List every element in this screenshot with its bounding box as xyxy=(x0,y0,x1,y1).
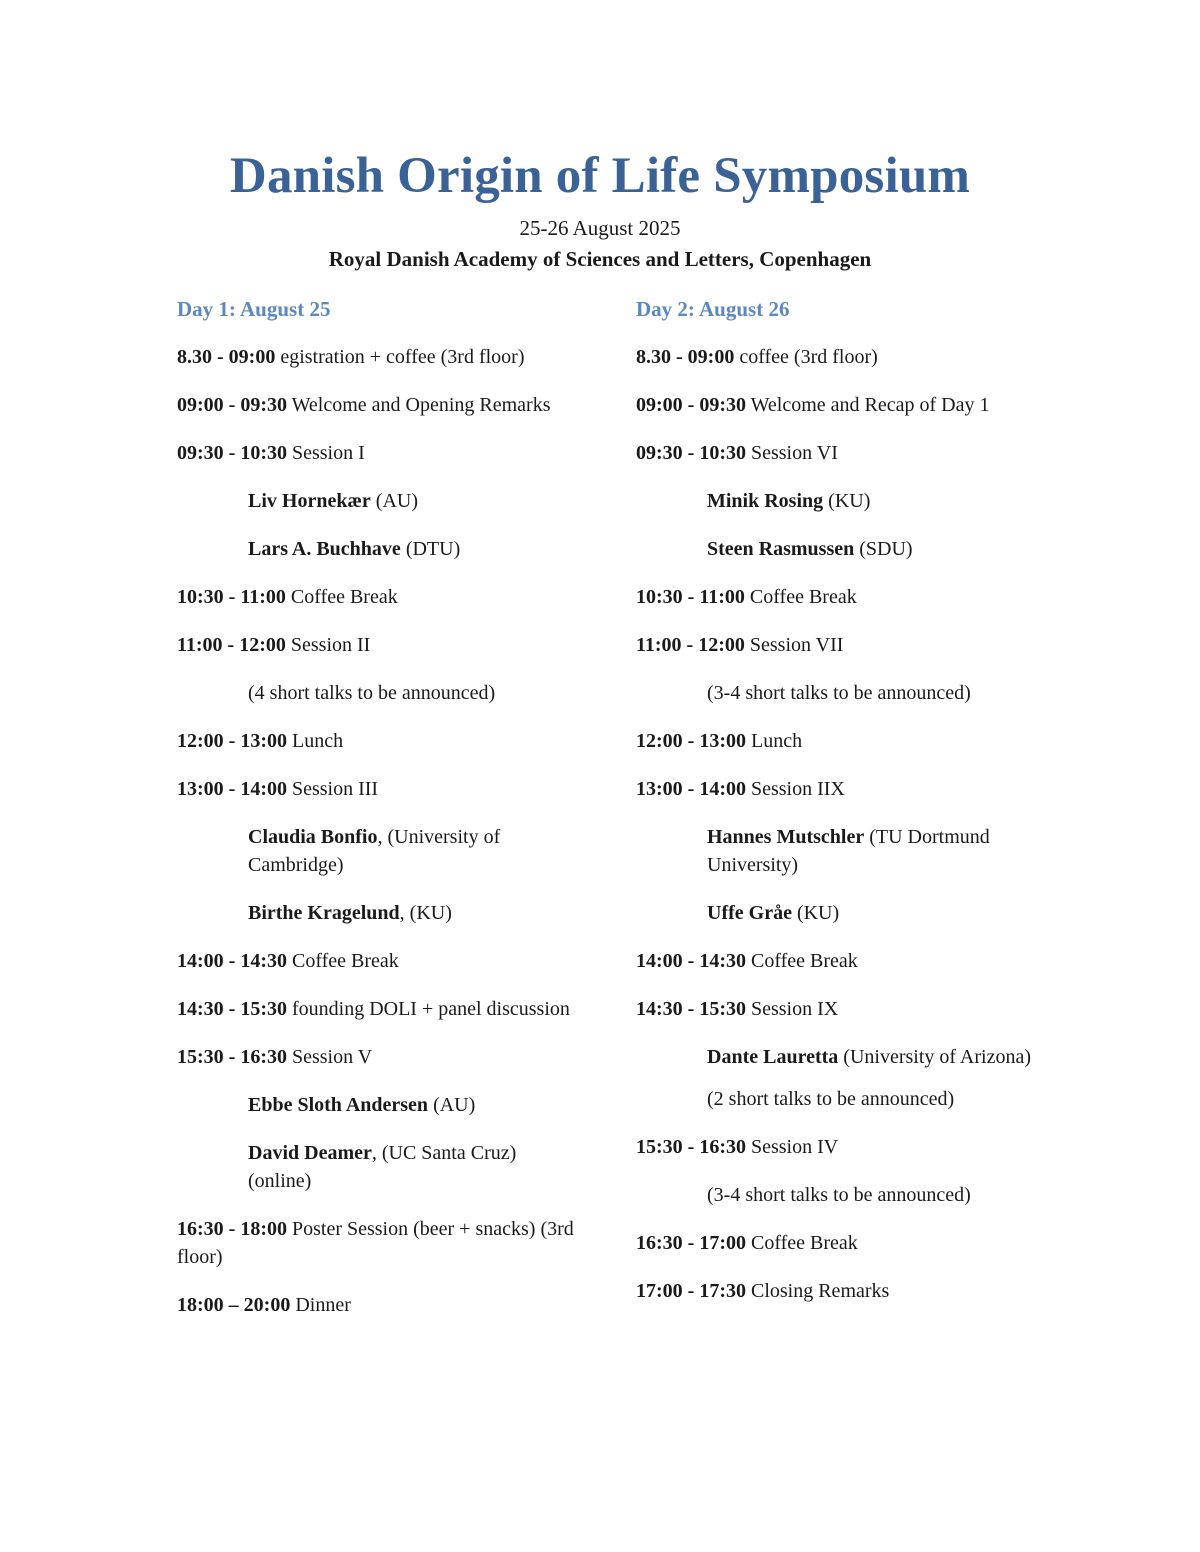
entry-time: 17:00 - 17:30 xyxy=(636,1280,746,1302)
speaker-affiliation: (DTU) xyxy=(400,538,461,560)
schedule-entry xyxy=(636,1133,1031,1161)
schedule-entry xyxy=(177,439,577,467)
speaker-affiliation: (SDU) xyxy=(854,538,913,560)
speaker-entry xyxy=(177,823,577,879)
entry-time: 11:00 - 12:00 xyxy=(636,634,745,656)
day2-heading: Day 2: August 26 xyxy=(636,297,790,321)
schedule-entry xyxy=(177,583,577,611)
speaker-affiliation: (TU Dortmund University) xyxy=(707,826,990,876)
speaker-entry xyxy=(177,535,577,563)
schedule-entry xyxy=(636,727,1031,755)
speaker-affiliation: (University of Arizona) xyxy=(838,1046,1032,1068)
entry-time: 12:00 - 13:00 xyxy=(636,730,746,752)
entry-text: founding DOLI + panel discussion xyxy=(286,998,570,1020)
event-dates: 25-26 August 2025 xyxy=(519,216,681,240)
schedule-entry xyxy=(177,343,577,371)
session-note: (3-4 short talks to be announced) xyxy=(707,682,971,704)
speaker-name: Minik Rosing xyxy=(707,490,824,512)
entry-time: 18:00 – 20:00 xyxy=(177,1294,291,1316)
entry-text: Closing Remarks xyxy=(745,1280,890,1302)
speaker-entry xyxy=(177,899,577,927)
entry-time: 13:00 - 14:00 xyxy=(636,778,746,800)
schedule-entry xyxy=(177,775,577,803)
speaker-name: Uffe Gråe xyxy=(707,902,792,924)
schedule-entry xyxy=(636,583,1031,611)
entry-time: 09:00 - 09:30 xyxy=(636,394,746,416)
schedule-entry xyxy=(177,727,577,755)
speaker-entry xyxy=(177,1091,577,1119)
entry-text: Dinner xyxy=(290,1294,351,1316)
speaker-affiliation: (AU) xyxy=(428,1094,476,1116)
schedule-entry xyxy=(636,947,1031,975)
entry-time: 8.30 - 09:00 xyxy=(177,346,276,368)
entry-time: 09:00 - 09:30 xyxy=(177,394,287,416)
speaker-name: Steen Rasmussen xyxy=(707,538,855,560)
entry-text: Poster Session (beer + snacks) (3rd floor) xyxy=(177,1218,574,1268)
schedule-entry xyxy=(636,1229,1031,1257)
entry-text: Welcome and Opening Remarks xyxy=(286,394,551,416)
entry-text: egistration + coffee (3rd floor) xyxy=(275,346,525,368)
speaker-entry xyxy=(636,535,1031,563)
speaker-affiliation: , (KU) xyxy=(399,902,452,924)
entry-text: Session IX xyxy=(745,998,839,1020)
schedule-entry xyxy=(177,631,577,659)
schedule-entry xyxy=(177,995,577,1023)
entry-text: Lunch xyxy=(286,730,344,752)
session-note: (4 short talks to be announced) xyxy=(248,682,496,704)
schedule-entry xyxy=(177,391,577,419)
entry-time: 13:00 - 14:00 xyxy=(177,778,287,800)
schedule-entry xyxy=(636,1277,1031,1305)
entry-text: Coffee Break xyxy=(285,586,398,608)
schedule-entry xyxy=(177,947,577,975)
speaker-name: Birthe Kragelund xyxy=(248,902,400,924)
speaker-affiliation: , (UC Santa Cruz) (online) xyxy=(248,1142,517,1192)
speaker-entry xyxy=(636,823,1031,879)
speaker-entry xyxy=(636,1043,1031,1071)
session-note: (3-4 short talks to be announced) xyxy=(707,1184,971,1206)
speaker-entry xyxy=(177,1139,577,1195)
session-note: (2 short talks to be announced) xyxy=(707,1088,955,1110)
entry-text: Coffee Break xyxy=(286,950,399,972)
entry-time: 8.30 - 09:00 xyxy=(636,346,735,368)
event-venue: Royal Danish Academy of Sciences and Letters, Copenhagen xyxy=(328,247,872,271)
schedule-entry xyxy=(636,439,1031,467)
speaker-name: Dante Lauretta xyxy=(707,1046,839,1068)
day1-column xyxy=(177,295,577,1339)
schedule-entry xyxy=(636,995,1031,1023)
schedule-entry xyxy=(177,1291,577,1319)
entry-text: Session V xyxy=(286,1046,373,1068)
speaker-entry xyxy=(636,487,1031,515)
entry-text: Session IV xyxy=(745,1136,839,1158)
entry-time: 14:00 - 14:30 xyxy=(636,950,746,972)
entry-time: 09:30 - 10:30 xyxy=(177,442,287,464)
schedule-entry xyxy=(636,775,1031,803)
entry-time: 10:30 - 11:00 xyxy=(177,586,286,608)
entry-time: 15:30 - 16:30 xyxy=(636,1136,746,1158)
entry-time: 11:00 - 12:00 xyxy=(177,634,286,656)
entry-time: 15:30 - 16:30 xyxy=(177,1046,287,1068)
schedule-entry xyxy=(177,1043,577,1071)
entry-time: 16:30 - 17:00 xyxy=(636,1232,746,1254)
entry-time: 14:00 - 14:30 xyxy=(177,950,287,972)
entry-text: Coffee Break xyxy=(745,1232,858,1254)
speaker-name: David Deamer xyxy=(248,1142,372,1164)
entry-text: Session I xyxy=(286,442,365,464)
entry-time: 14:30 - 15:30 xyxy=(636,998,746,1020)
entry-time: 09:30 - 10:30 xyxy=(636,442,746,464)
speaker-affiliation: (KU) xyxy=(823,490,871,512)
speaker-entry xyxy=(177,487,577,515)
schedule-entry xyxy=(636,631,1031,659)
entry-text: Session II xyxy=(285,634,371,656)
entry-text: Coffee Break xyxy=(744,586,857,608)
schedule-entry xyxy=(636,343,1031,371)
schedule-entry xyxy=(636,391,1031,419)
entry-time: 12:00 - 13:00 xyxy=(177,730,287,752)
schedule-entry xyxy=(177,1215,577,1271)
day1-heading: Day 1: August 25 xyxy=(177,297,331,321)
entry-time: 10:30 - 11:00 xyxy=(636,586,745,608)
entry-text: Welcome and Recap of Day 1 xyxy=(745,394,990,416)
speaker-entry xyxy=(636,899,1031,927)
page-title: Danish Origin of Life Symposium xyxy=(229,148,971,204)
speaker-name: Claudia Bonfio xyxy=(248,826,378,848)
entry-time: 16:30 - 18:00 xyxy=(177,1218,287,1240)
speaker-name: Liv Hornekær xyxy=(248,490,371,512)
day2-column xyxy=(636,295,1031,1325)
speaker-name: Ebbe Sloth Andersen xyxy=(248,1094,429,1116)
entry-text: Session VI xyxy=(745,442,838,464)
speaker-name: Hannes Mutschler xyxy=(707,826,865,848)
entry-time: 14:30 - 15:30 xyxy=(177,998,287,1020)
entry-text: coffee (3rd floor) xyxy=(734,346,878,368)
entry-text: Session III xyxy=(286,778,379,800)
entry-text: Coffee Break xyxy=(745,950,858,972)
speaker-affiliation: , (University of Cambridge) xyxy=(248,826,501,876)
entry-text: Session VII xyxy=(744,634,844,656)
entry-text: Lunch xyxy=(745,730,803,752)
speaker-affiliation: (KU) xyxy=(791,902,840,924)
speaker-name: Lars A. Buchhave xyxy=(248,538,401,560)
entry-text: Session IIX xyxy=(745,778,845,800)
speaker-affiliation: (AU) xyxy=(370,490,418,512)
